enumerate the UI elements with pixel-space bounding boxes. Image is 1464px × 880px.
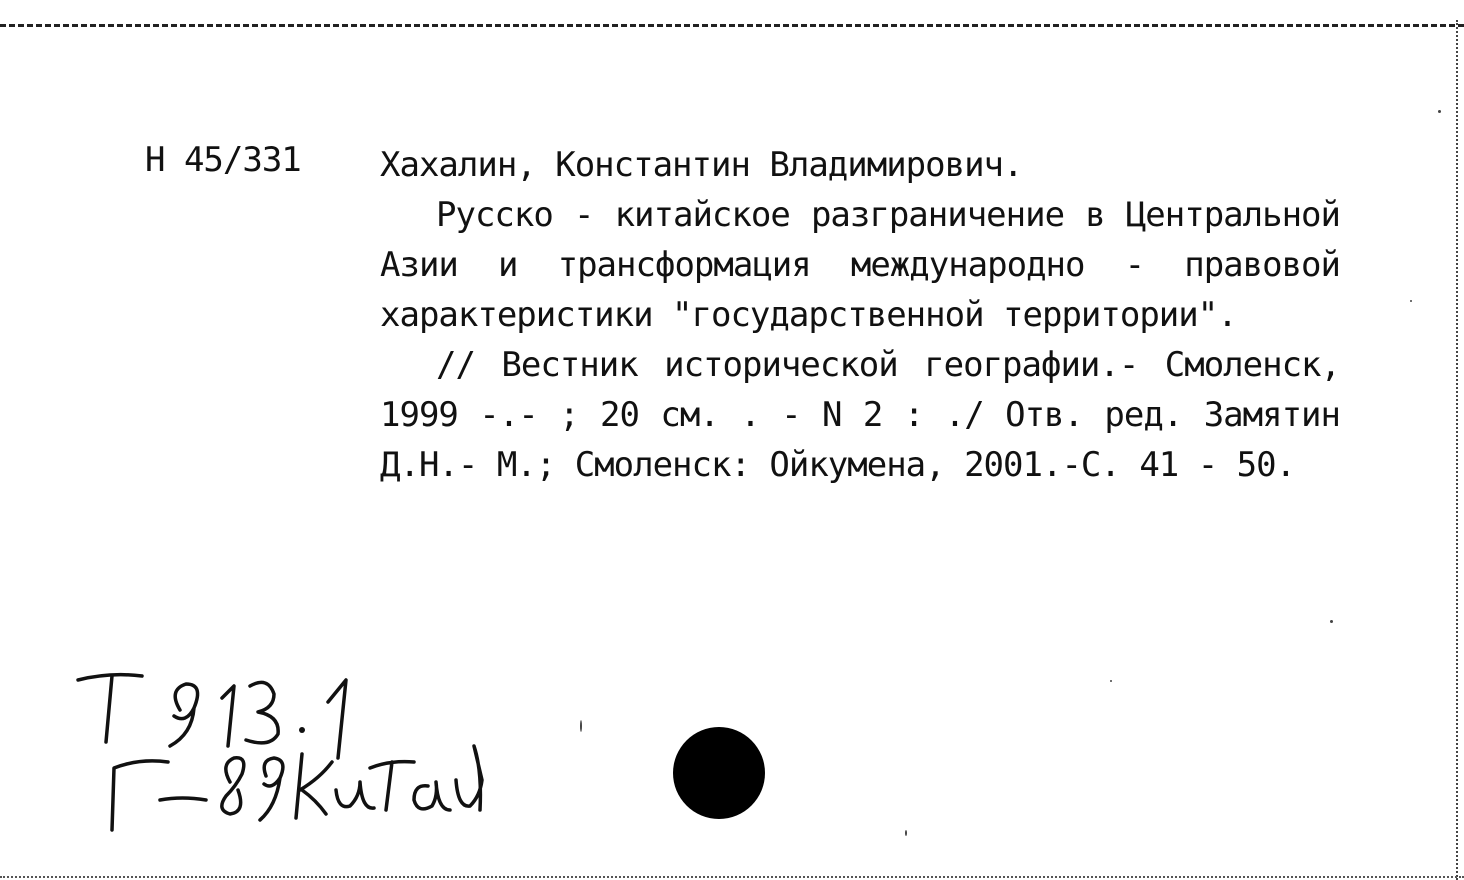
call-number: Н 45/331: [145, 140, 301, 180]
bottom-border-line: [0, 876, 1464, 878]
scan-speck: [1330, 620, 1333, 623]
handwritten-shelf-mark: [70, 650, 510, 850]
bibliographic-entry: [380, 140, 1340, 490]
scan-speck: [905, 830, 907, 836]
right-border-line: [1456, 20, 1458, 880]
scan-speck: [1110, 680, 1112, 682]
handwritten-notes: [70, 650, 510, 850]
card-punch-hole: [673, 727, 765, 819]
top-border-line: [0, 24, 1464, 27]
scan-speck: [1410, 300, 1412, 302]
scan-speck: [1438, 110, 1441, 113]
source-description: // Вестник исторической географии.- Смоленск, 1999 -.- ; 20 см. . - N 2 : ./ Отв. ред. Замятин Д.Н.- М.; Смоленск: Ойкумена, 2001.-С. 41 - 50.: [380, 345, 1340, 485]
author-name: Хахалин, Константин Владимирович.: [380, 145, 1023, 185]
title-description: Русско - китайское разграничение в Центральной Азии и трансформация международно - правовой характеристики "государственной территории".: [380, 195, 1340, 335]
scan-speck: [580, 720, 582, 732]
